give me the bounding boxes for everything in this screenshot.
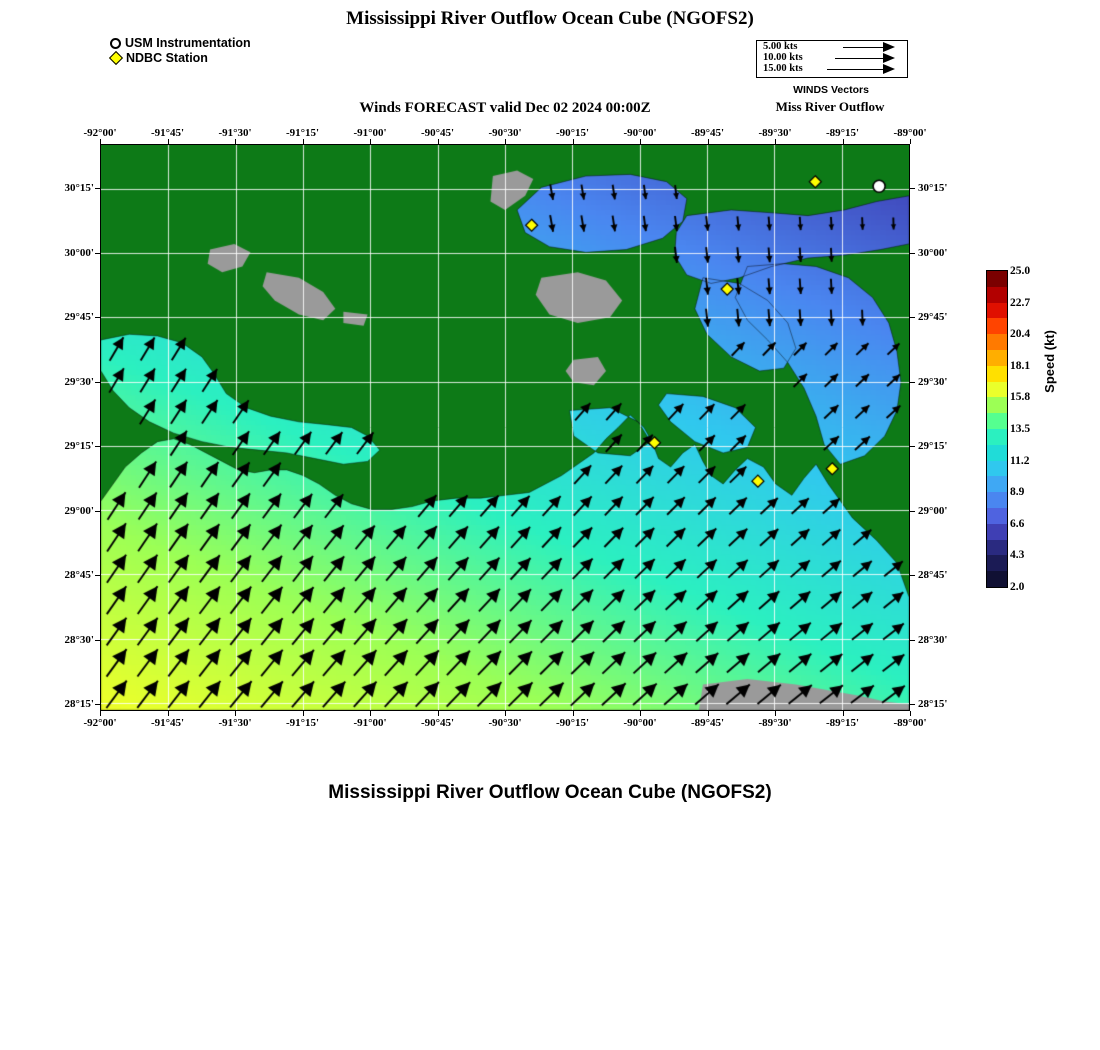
colorbar-tick-label: 20.4 <box>1010 328 1031 341</box>
map-plot-area[interactable] <box>100 144 910 711</box>
x-axis-tick <box>775 139 776 144</box>
y-axis-tick <box>910 317 915 318</box>
y-axis-tick-label-right: 29°30' <box>918 375 948 388</box>
y-axis-tick <box>910 704 915 705</box>
colorbar-segment <box>987 413 1007 429</box>
x-axis-tick-label-bottom: -89°15' <box>825 717 860 729</box>
colorbar-segment <box>987 429 1007 445</box>
colorbar-segment <box>987 555 1007 571</box>
x-axis-tick-label-top: -90°45' <box>420 127 455 139</box>
colorbar-segment <box>987 334 1007 350</box>
x-axis-tick <box>303 711 304 716</box>
colorbar-tick-label: 11.2 <box>1010 454 1030 467</box>
wind-key-label-5: 5.00 kts <box>763 41 798 52</box>
wind-vector-key <box>756 40 908 78</box>
x-axis-tick-label-bottom: -90°00' <box>623 717 657 729</box>
colorbar-tick-label: 8.9 <box>1010 486 1025 499</box>
x-axis-tick <box>640 139 641 144</box>
x-axis-tick <box>573 711 574 716</box>
colorbar-segment <box>987 492 1007 508</box>
y-axis-tick-label-right: 29°15' <box>918 440 948 452</box>
colorbar-tick-label: 13.5 <box>1010 423 1031 435</box>
y-axis-tick-label-right: 28°15' <box>918 698 948 710</box>
y-axis-tick-label-left: 29°30' <box>64 375 94 388</box>
x-axis-tick <box>168 139 169 144</box>
x-axis-tick <box>100 139 101 144</box>
colorbar-tick-label: 18.1 <box>1010 359 1031 372</box>
y-axis-tick <box>910 575 915 576</box>
x-axis-tick <box>843 711 844 716</box>
wind-key-label-15: 15.00 kts <box>763 63 803 74</box>
page-title: Mississippi River Outflow Ocean Cube (NGOFS2) <box>346 8 754 29</box>
colorbar-segment <box>987 271 1007 287</box>
colorbar-segment <box>987 318 1007 334</box>
circle-marker-icon <box>110 38 121 49</box>
colorbar-segment <box>987 303 1007 319</box>
colorbar-segment <box>987 397 1007 413</box>
colorbar-segment <box>987 445 1007 461</box>
y-axis-tick <box>95 704 100 705</box>
x-axis-tick <box>235 139 236 144</box>
y-axis-tick <box>95 575 100 576</box>
x-axis-tick <box>708 139 709 144</box>
colorbar-title: Speed (kt) <box>1042 330 1057 393</box>
forecast-subtitle: Winds FORECAST valid Dec 02 2024 00:00Z <box>359 100 651 116</box>
colorbar-segment <box>987 382 1007 398</box>
x-axis-tick <box>303 139 304 144</box>
colorbar-segment <box>987 350 1007 366</box>
x-axis-tick-label-bottom: -90°15' <box>555 717 590 729</box>
legend-item-ndbc <box>110 51 251 65</box>
region-caption: Miss River Outflow <box>775 99 885 114</box>
x-axis-tick-label-bottom: -91°00' <box>353 717 387 729</box>
wind-key-line-10 <box>835 58 883 59</box>
y-axis-tick <box>95 317 100 318</box>
x-axis-tick-label-top: -89°00' <box>893 127 927 139</box>
y-axis-tick <box>910 640 915 641</box>
legend-item-usm <box>110 36 251 50</box>
x-axis-tick <box>168 711 169 716</box>
x-axis-tick-label-bottom: -91°15' <box>285 717 320 729</box>
x-axis-tick <box>843 139 844 144</box>
y-axis-tick <box>95 640 100 641</box>
x-axis-tick <box>438 711 439 716</box>
wind-key-caption: WINDS Vectors <box>793 84 869 96</box>
colorbar-tick-label: 25.0 <box>1010 265 1031 277</box>
x-axis-tick <box>100 711 101 716</box>
wind-key-row-15 <box>757 64 907 75</box>
x-axis-tick-label-bottom: -89°00' <box>893 717 927 729</box>
x-axis-tick-label-top: -91°15' <box>285 127 320 139</box>
x-axis-tick-label-bottom: -89°30' <box>758 717 792 729</box>
colorbar-segment <box>987 571 1007 587</box>
x-axis-tick-label-bottom: -90°45' <box>420 717 455 729</box>
y-axis-tick-label-left: 30°15' <box>64 182 94 194</box>
x-axis-tick <box>505 139 506 144</box>
x-axis-tick-label-top: -89°15' <box>825 127 860 139</box>
x-axis-tick <box>910 711 911 716</box>
y-axis-tick-label-left: 28°30' <box>64 633 94 646</box>
y-axis-tick <box>95 446 100 447</box>
speed-colorbar <box>986 270 1008 588</box>
y-axis-tick <box>910 253 915 254</box>
y-axis-tick <box>95 511 100 512</box>
x-axis-tick <box>505 711 506 716</box>
y-axis-tick-label-left: 28°45' <box>64 569 94 581</box>
x-axis-tick <box>573 139 574 144</box>
wind-key-arrowhead-15 <box>883 64 895 74</box>
wind-key-line-5 <box>843 47 883 48</box>
y-axis-tick <box>910 188 915 189</box>
x-axis-tick <box>775 711 776 716</box>
wind-key-arrowhead-5 <box>883 42 895 52</box>
colorbar-segment <box>987 508 1007 524</box>
colorbar-segment <box>987 366 1007 382</box>
x-axis-tick <box>235 711 236 716</box>
colorbar-segment <box>987 524 1007 540</box>
x-axis-tick <box>640 711 641 716</box>
diamond-marker-icon <box>109 51 123 65</box>
y-axis-tick <box>95 382 100 383</box>
x-axis-tick-label-top: -90°15' <box>555 127 590 139</box>
x-axis-tick-label-bottom: -89°45' <box>690 717 725 729</box>
x-axis-tick-label-top: -89°45' <box>690 127 725 139</box>
colorbar-segment <box>987 287 1007 303</box>
x-axis-tick <box>370 711 371 716</box>
y-axis-tick-label-left: 29°15' <box>64 440 94 452</box>
colorbar-tick-label: 6.6 <box>1010 517 1025 530</box>
y-axis-tick <box>910 446 915 447</box>
colorbar-tick-label: 2.0 <box>1010 581 1025 593</box>
marker-legend <box>110 36 251 66</box>
x-axis-tick-label-bottom: -92°00' <box>83 717 117 729</box>
x-axis-tick-label-bottom: -91°45' <box>150 717 185 729</box>
wind-key-arrowhead-10 <box>883 53 895 63</box>
x-axis-tick <box>910 139 911 144</box>
x-axis-tick-label-top: -90°30' <box>488 127 522 139</box>
x-axis-tick <box>438 139 439 144</box>
x-axis-tick-label-top: -89°30' <box>758 127 792 139</box>
x-axis-tick-label-top: -91°45' <box>150 127 185 139</box>
x-axis-tick-label-top: -91°00' <box>353 127 387 139</box>
x-axis-tick <box>370 139 371 144</box>
y-axis-tick-label-right: 30°15' <box>918 182 948 194</box>
wind-key-line-15 <box>827 69 883 70</box>
y-axis-tick-label-left: 29°00' <box>64 504 94 517</box>
y-axis-tick <box>95 188 100 189</box>
y-axis-tick-label-right: 28°45' <box>918 569 948 581</box>
legend-label-usm: USM Instrumentation <box>125 36 251 50</box>
colorbar-tick-label: 15.8 <box>1010 391 1031 404</box>
colorbar-tick-label: 22.7 <box>1010 296 1031 309</box>
colorbar-segment <box>987 476 1007 492</box>
x-axis-tick-label-top: -91°30' <box>218 127 252 139</box>
y-axis-tick <box>910 511 915 512</box>
colorbar-tick-label: 4.3 <box>1010 549 1025 562</box>
y-axis-tick <box>95 253 100 254</box>
y-axis-tick <box>910 382 915 383</box>
x-axis-tick-label-top: -90°00' <box>623 127 657 139</box>
legend-label-ndbc: NDBC Station <box>126 51 208 65</box>
colorbar-segment <box>987 461 1007 477</box>
map-canvas <box>101 145 909 710</box>
x-axis-tick-label-bottom: -91°30' <box>218 717 252 729</box>
x-axis-tick-label-top: -92°00' <box>83 127 117 139</box>
x-axis-tick <box>708 711 709 716</box>
wind-key-label-10: 10.00 kts <box>763 52 803 63</box>
y-axis-tick-label-left: 28°15' <box>64 698 94 710</box>
y-axis-tick-label-right: 29°00' <box>918 504 948 517</box>
y-axis-tick-label-right: 30°00' <box>918 246 948 259</box>
colorbar-segment <box>987 540 1007 556</box>
y-axis-tick-label-left: 29°45' <box>64 311 94 323</box>
y-axis-tick-label-left: 30°00' <box>64 246 94 259</box>
x-axis-tick-label-bottom: -90°30' <box>488 717 522 729</box>
y-axis-tick-label-right: 29°45' <box>918 311 948 323</box>
y-axis-tick-label-right: 28°30' <box>918 633 948 646</box>
bottom-title: Mississippi River Outflow Ocean Cube (NGOFS2) <box>328 782 772 803</box>
